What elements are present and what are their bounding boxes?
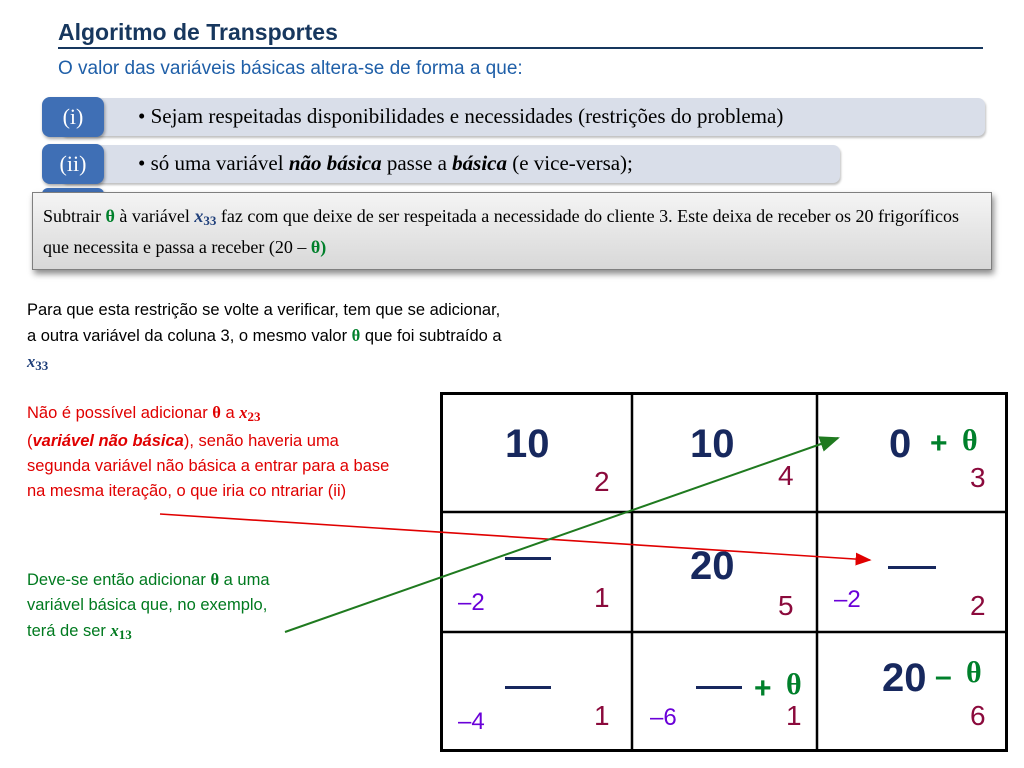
green-text-b: a uma variável básica que, no exemplo, terá de ser <box>27 571 270 640</box>
cell-33-theta: θ <box>966 656 982 689</box>
black-text-2: que foi subtraído a <box>360 327 502 345</box>
cell-22-value: 20 <box>690 544 735 588</box>
row-i-bullet: • <box>138 104 146 128</box>
cell-13-value: 0 <box>889 422 912 466</box>
black-text-1: Para que esta restrição se volte a verificar, tem que se adicionar, a outra variável da coluna 3, o mesmo valor <box>27 301 501 345</box>
cell-23-dual: –2 <box>834 586 861 613</box>
red-var-sub: 23 <box>247 409 261 424</box>
green-var-x: x <box>110 621 119 640</box>
cell-11-value: 10 <box>505 422 550 466</box>
red-text-e: ), senão haveria uma segunda variável não básica a entrar para a base na mesma iteração, o que iria co ntrariar (ii) <box>27 432 390 500</box>
cell-32-theta: θ <box>786 668 802 701</box>
cell-21-cost: 1 <box>594 582 610 613</box>
cell-33-minus: – <box>935 660 952 693</box>
cell-21-dual: –2 <box>458 589 485 616</box>
green-arrow <box>285 438 838 632</box>
cell-13-plus: + <box>930 427 948 460</box>
row-ii-text-b: não básica <box>288 151 382 175</box>
callout-text-1: Subtrair <box>43 206 106 226</box>
callout-theta: θ <box>105 206 115 226</box>
cell-12-value: 10 <box>690 422 735 466</box>
slide-subtitle: O valor das variáveis básicas altera-se de forma a que: <box>58 58 523 79</box>
cell-32-dual: –6 <box>650 704 677 731</box>
callout-text-4: ) <box>320 237 327 257</box>
red-text-b: a <box>220 404 240 422</box>
cell-32-cost: 1 <box>786 700 802 731</box>
cell-12-cost: 4 <box>778 460 794 491</box>
row-i-content: Sejam respeitadas disponibilidades e necessidades (restrições do problema) <box>150 104 784 128</box>
row-ii-label: (ii) <box>42 144 104 184</box>
row-ii-text-e: (e vice-versa); <box>506 151 633 175</box>
row-ii-text-c: passe a <box>381 151 453 175</box>
row-ii-text-a: só uma variável <box>150 151 289 175</box>
cell-33-cost: 6 <box>970 700 986 731</box>
cell-31-cost: 1 <box>594 700 610 731</box>
callout-var-sub: 33 <box>203 213 217 228</box>
cell-13-cost: 3 <box>970 462 986 493</box>
callout-text-3: faz com que deixe de ser respeitada a necessidade do cliente 3. Este deixa de receber os 20 frigoríficos que necessita e passa a receber (20 – <box>43 206 960 257</box>
cell-32-plus: + <box>754 672 772 705</box>
red-theta: θ <box>212 403 221 422</box>
row-i-label: (i) <box>42 97 104 137</box>
row-ii-bullet: • <box>138 151 146 175</box>
red-arrow <box>160 514 870 560</box>
callout-text-2: à variável <box>114 206 195 226</box>
cell-22-cost: 5 <box>778 590 794 621</box>
green-theta: θ <box>210 570 220 589</box>
callout-var-x: x <box>194 206 204 226</box>
red-text-c: ( <box>27 432 33 450</box>
cell-13-theta: θ <box>962 424 978 457</box>
black-var-x: x <box>27 352 36 371</box>
slide-title: Algoritmo de Transportes <box>58 18 983 49</box>
green-text-a: Deve-se então adicionar <box>27 571 211 589</box>
callout-theta-2: θ <box>310 237 321 257</box>
green-var-sub: 13 <box>118 627 132 642</box>
red-text-d: variável não básica <box>32 432 184 450</box>
black-theta: θ <box>351 326 361 345</box>
red-text-a: Não é possível adicionar <box>27 404 213 422</box>
cell-23-cost: 2 <box>970 590 986 621</box>
black-var-sub: 33 <box>35 358 49 373</box>
cell-33-value: 20 <box>882 656 927 700</box>
cell-31-dual: –4 <box>458 708 485 735</box>
cell-11-cost: 2 <box>594 466 610 497</box>
row-ii-text-d: básica <box>452 151 507 175</box>
red-var-x: x <box>239 403 248 422</box>
